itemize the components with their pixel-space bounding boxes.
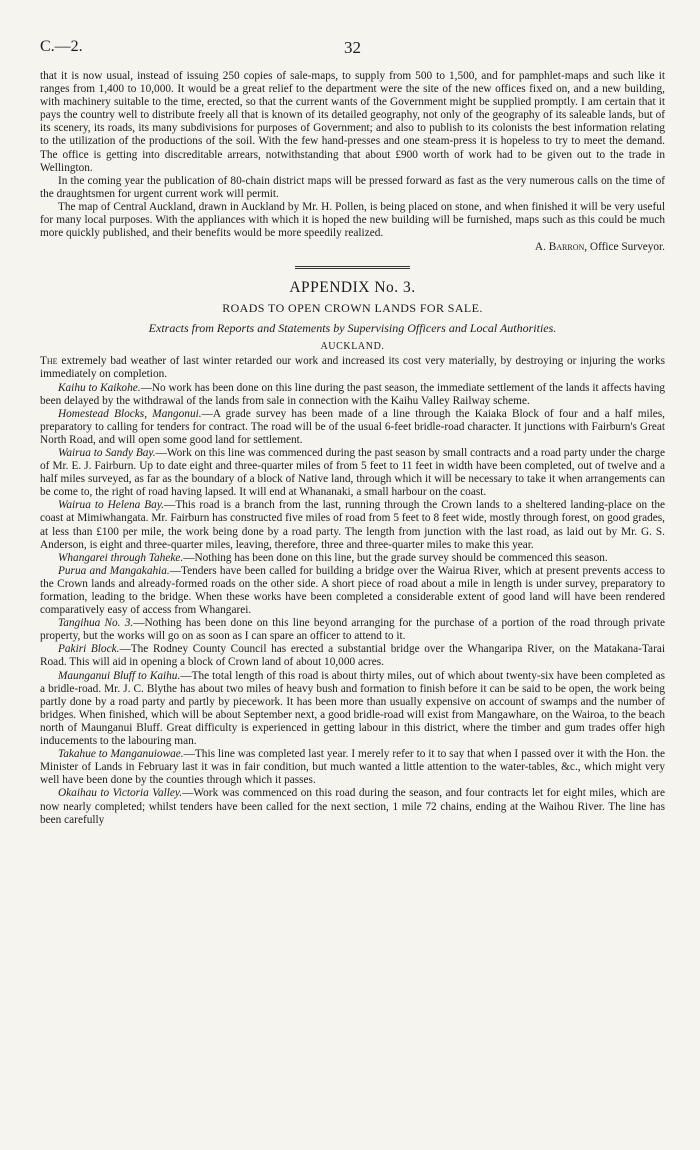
intro-lead: The [40,355,58,368]
section-text: —This line was completed last year. I merely refer to it to say that when I passed over it with the Hon. the Minister of Lands in February last it was in fair condition, but much wanted a little attention to the water-tables, &c., which might very well have been done by the counties through which it passes. [40,748,665,787]
paragraph: In the coming year the publication of 80-chain district maps will be pressed forward as fast as the very numerous calls on the time of the draughtsmen for urgent current work will permit. [40,174,665,200]
section-paragraph [40,499,665,551]
section-paragraph [40,552,665,565]
top-section [40,70,665,254]
paragraph: The map of Central Auckland, drawn in Auckland by Mr. H. Pollen, is being placed on stone, and when finished it will be very useful for many local purposes. With the appliances with which it is hoped the new building will be furnished, maps such as this could be much more quickly published, and their benefits would be more speedily realized. [40,200,665,240]
section-title: Purua and Mangakahia. [58,564,170,577]
section-title: Wairua to Helena Bay. [58,499,165,512]
section-paragraph [40,643,665,669]
section-text: —Work was commenced on this road during the season, and four contracts let for eight miles, which are now nearly completed; whilst tenders have been called for the next section, 1 mile 72 chains, ending at the Waihou River. The line has been carefully [40,787,666,826]
appendix-title: APPENDIX No. 3. [289,279,416,297]
document-code: C.—2. [40,38,83,55]
section-title: Kaihu to Kaikohe. [58,381,141,394]
signature-name: A. Barron [534,241,585,254]
section-paragraph [40,787,665,826]
section-title: Tangihua No. 3. [58,617,134,630]
section-paragraph [40,617,665,643]
section-text: —The total length of this road is about thirty miles, out of which about twenty-six have been completed as a bridle-road. Mr. J. C. Blythe has about two miles of heavy bush and formation to finish before it can be said to be open, the work being partly done by a road party and partly by piecework. It has been more than usually expensive on account of swamps and the number of bridges. When finished, which will be about September next, a good bridle-road will exist from Mangawhare, on the Wairoa, to the beach north of Maunganui Bluff. Great difficulty is experienced in getting labour in this district, where the timber and gum trades offer high inducements to the labouring man. [40,669,665,748]
section-title: Pakiri Block. [58,643,120,656]
section-divider [295,266,410,269]
section-title: Homestead Blocks, Mangonui. [58,407,202,420]
appendix-subtitle: Extracts from Reports and Statements by Supervising Officers and Local Authorities. [148,321,557,336]
section-paragraph [40,565,665,617]
signature [40,241,665,254]
signature-title: , Office Surveyor. [584,241,665,254]
section-paragraph [40,748,665,787]
section-paragraph [40,408,665,447]
section-title: Wairua to Sandy Bay. [58,446,156,459]
section-text: —This road is a branch from the last, running through the Crown lands to a sheltered landing-place on the coast at Mimiwhangata. Mr. Fairburn has constructed five miles of road from 5 feet to 8 feet wide, mostly through forest, on good grades, at less than £100 per mile, the work being done by a road party. The length from junction with the last road, as laid out by Mr. G. S. Anderson, is eight and three-quarter miles, leaving, therefore, three and three-quarter miles to make this year. [40,499,665,551]
page-number: 32 [344,38,361,57]
section-text: —The Rodney County Council has erected a substantial bridge over the Whangaripa River, on the Matakana-Tarai Road. This will aid in opening a block of Crown land of about 10,000 acres. [40,643,665,669]
section-title: Takahue to Manganuiowae. [58,748,184,761]
page-header [40,38,665,70]
section-text: —Nothing has been done on this line, but the grade survey should be commenced this season. [183,551,608,564]
paragraph: that it is now usual, instead of issuing 250 copies of sale-maps, to supply from 500 to 1,500, and for pamphlet-maps and such like it ranges from 1,400 to 10,000. It would be a great relief to the department were the site of the new offices fixed on, and a new building, with machinery suitable to the time, erected, so that the current wants of the Government might be supplied promptly. I am certain that it pays the country well to distribute freely all that is known of its detailed geography, not only of the geography of its saleable lands, but of its scenery, its roads, its many subdivisions for purposes of Government; and also to publish to its colonists the best information relating to the utilization of the productions of the soil. With the few hand-presses and one steam-press it is hopeless to try to meet the demand. The office is getting into discreditable arrears, notwithstanding that about £900 worth of work had to be given out to the trade in Wellington. [40,70,665,174]
intro-text: extremely bad weather of last winter retarded our work and increased its cost very materially, by destroying or injuring the works immediately on completion. [40,355,665,381]
section-text: —Nothing has been done on this line beyond arranging for the purchase of a portion of the road through private property, but the works will go on as soon as I can spare an officer to attend to it. [40,617,665,643]
region-heading: AUCKLAND. [320,341,385,353]
section-text: —Work on this line was commenced during the past season by small contracts and a road party under the charge of Mr. E. J. Fairburn. Up to date eight and three-quarter miles of from 5 feet to 11 feet in width have been completed, out of twelve and a half miles surveyed, as far as the boundary of a block of Native land, through which it will be necessary to take it when arrangements can be come to, the right of road having lapsed. It will end at Whananaki, a small harbour on the coast. [40,446,665,499]
section-text: —A grade survey has been made of a line through the Kaiaka Block of four and a half miles, preparatory to calling for tenders for contract. The road will be of the usual 6-feet bridle-road character. It junctions with Fairburn's Great North Road, and will open some good land for settlement. [40,407,665,446]
section-text: —No work has been done on this line during the past season, the immediate settlement of the lands it affects having been delayed by the withdrawal of the lands from sale in connection with the Kaihu Valley Railway scheme. [40,381,666,407]
intro-paragraph [40,355,665,381]
section-title: Whangarei through Taheke. [58,551,184,564]
section-paragraph [40,670,665,749]
appendix-heading: ROADS TO OPEN CROWN LANDS FOR SALE. [222,301,483,316]
section-title: Maunganui Bluff to Kaihu. [58,669,181,682]
section-paragraph [40,447,665,499]
section-title: Okaihau to Victoria Valley. [58,787,183,800]
document-page [40,38,665,827]
section-paragraph [40,382,665,408]
section-text: —Tenders have been called for building a bridge over the Wairua River, which at present prevents access to the Crown lands and already-formed roads on the other side. A short piece of road about a mile in length is under survey, preparatory to formation, leading to the bridge. When these works have been completed a considerable extent of good land will have been rendered comparatively easy of access from Whangarei. [40,564,665,617]
